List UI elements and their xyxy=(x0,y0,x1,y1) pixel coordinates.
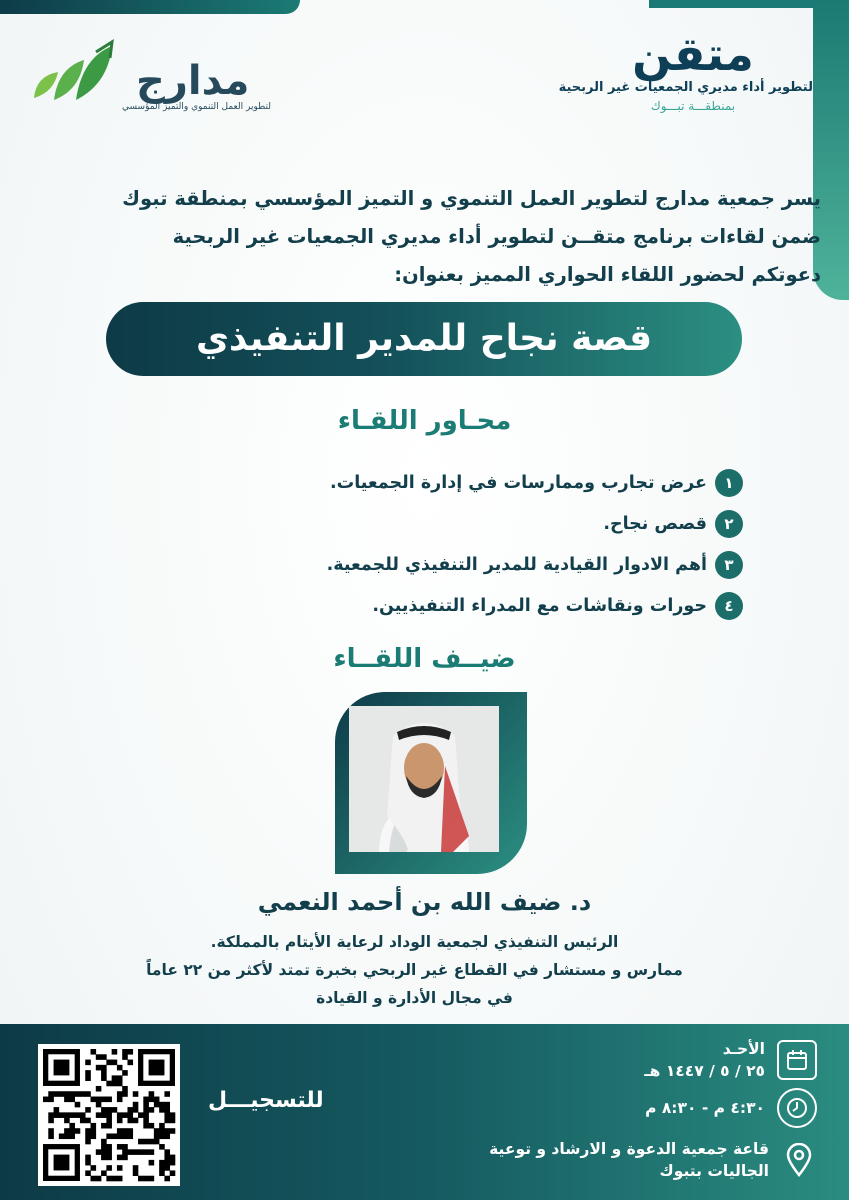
registration-qr-code[interactable] xyxy=(38,1044,180,1186)
agenda-number: ٣ xyxy=(715,551,743,579)
intro-line-3: دعوتكم لحضور اللقاء الحواري المميز بعنوان: xyxy=(394,263,821,286)
guest-bio-line-2: ممارس و مستشار في القطاع غير الربحي بخبرة تمتد لأكثر من ٢٢ عاماً xyxy=(146,961,683,979)
register-label: للتسجيـــل xyxy=(208,1088,324,1113)
agenda-heading: محـاور اللقـاء xyxy=(337,406,512,436)
top-left-accent-bar xyxy=(0,0,300,14)
agenda-list xyxy=(327,462,743,626)
guest-name: د. ضيف الله بن أحمد النعمي xyxy=(257,888,592,916)
agenda-number: ٤ xyxy=(715,592,743,620)
mutqin-region: بمنطقـــة تبـــوك xyxy=(650,99,736,113)
agenda-text: حورات ونقاشات مع المدراء التنفيذيين. xyxy=(372,595,707,616)
guest-bio xyxy=(20,928,809,1012)
intro-line-1: يسر جمعية مدارج لتطوير العمل التنموي و التميز المؤسسي بمنطقة تبوك xyxy=(122,187,821,210)
agenda-item xyxy=(327,462,743,503)
intro-text xyxy=(20,180,821,294)
mutqin-logo xyxy=(558,27,813,128)
intro-line-2: ضمن لقاءات برنامج متقــن لتطوير أداء مديري الجمعيات غير الربحية xyxy=(172,225,821,248)
agenda-number: ١ xyxy=(715,469,743,497)
event-date: ٢٥ / ٥ / ١٤٤٧ هـ xyxy=(644,1062,765,1080)
qr-code-icon xyxy=(38,1044,180,1186)
guest-heading: ضيــف اللقــاء xyxy=(333,644,516,674)
event-title: قصة نجاح للمدير التنفيذي xyxy=(106,302,742,376)
agenda-text: أهم الادوار القيادية للمدير التنفيذي للجمعية. xyxy=(326,554,707,575)
agenda-item xyxy=(327,544,743,585)
location-pin-icon xyxy=(781,1142,817,1178)
guest-portrait-icon xyxy=(349,706,499,852)
venue-line-2: الجاليات بتبوك xyxy=(659,1162,769,1180)
madarij-logo xyxy=(26,30,271,120)
agenda-text: قصص نجاح. xyxy=(603,513,707,534)
agenda-number: ٢ xyxy=(715,510,743,538)
agenda-text: عرض تجارب وممارسات في إدارة الجمعيات. xyxy=(329,472,707,493)
clock-icon xyxy=(777,1088,817,1128)
guest-photo xyxy=(349,706,499,852)
guest-bio-line-3: في مجال الأدارة و القيادة xyxy=(316,989,513,1007)
growth-leaves-icon xyxy=(26,38,126,118)
event-day: الأحـد xyxy=(722,1040,765,1058)
date-row xyxy=(644,1038,817,1082)
venue-line-1: قاعة جمعية الدعوة و الارشاد و توعية xyxy=(489,1140,769,1158)
calendar-icon xyxy=(777,1040,817,1080)
event-details-footer xyxy=(0,1024,849,1200)
agenda-item xyxy=(327,585,743,626)
event-time: ٤:٣٠ م - ٨:٣٠ م xyxy=(645,1099,765,1117)
time-row xyxy=(645,1088,817,1128)
venue-row xyxy=(489,1138,817,1182)
mutqin-name: متقن xyxy=(632,27,754,81)
guest-bio-line-1: الرئيس التنفيذي لجمعية الوداد لرعاية الأيتام بالمملكة. xyxy=(210,933,619,951)
madarij-tagline: لتطوير العمل التنموي والتميز المؤسسي xyxy=(122,102,271,112)
madarij-name: مدارج xyxy=(136,58,250,104)
agenda-item xyxy=(327,503,743,544)
guest-photo-frame xyxy=(335,692,527,874)
mutqin-tagline: لتطوير أداء مديري الجمعيات غير الربحية xyxy=(558,80,813,95)
